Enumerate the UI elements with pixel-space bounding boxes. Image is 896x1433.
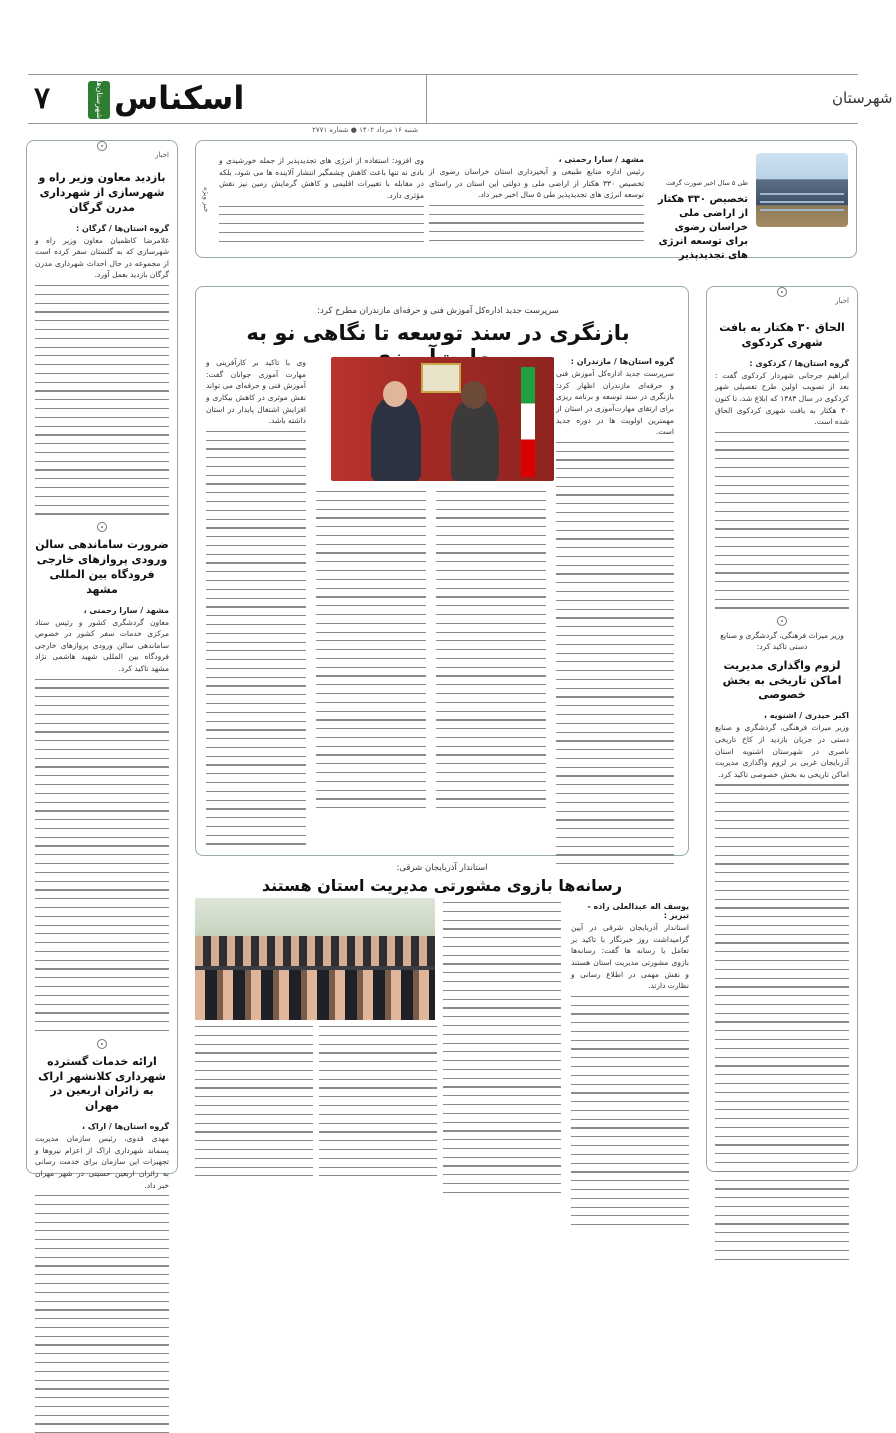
second-story-kicker: استاندار آذربایجان شرقی: <box>396 863 488 873</box>
newspaper-logo: اسکناس <box>114 79 245 117</box>
main-story-headline: بازنگری در سند توسعه تا نگاهی نو به <box>246 321 630 345</box>
portrait-frame <box>421 363 461 393</box>
text-lines <box>35 1195 169 1433</box>
right-story-2-kicker: وزیر میراث فرهنگی، گردشگری و صنایع دستی تاکید کرد: <box>720 631 844 652</box>
left-story-2-author: مشهد / سارا رحمتی ، <box>83 605 169 615</box>
section-title: شهرستان <box>832 89 893 107</box>
bullet-icon <box>777 287 787 297</box>
right-story-1-author: گروه استان‌ها / کردکوی : <box>749 358 849 368</box>
man-head <box>383 381 407 407</box>
solar-panels-photo <box>756 153 848 227</box>
left-story-2-headline: ضرورت ساماندهی سالن ورودی پروازهای خارجی فرودگاه بین المللی مشهد <box>35 538 169 596</box>
second-story-text: استاندار آذربایجان شرقی در آیین گرامیداشت روز خبرنگار با تاکید بر تعامل با رسانه ها گفت: رسانه‌ها بازوی مشورتی مدیریت استان هستند و نقش مهمی در اطلاع رسانی و نظارت دارند. <box>571 923 689 991</box>
main-story-text-b: وی با تاکید بر کارآفرینی و مهارت آموزی جوانان گفت: آموزش فنی و حرفه‌ای می تواند نقش موثری در کاهش بیکاری و افزایش اشتغال پایدار در استان داشته باشد. <box>206 358 306 426</box>
right-column-box <box>706 286 858 1172</box>
left-story-1-headline: بازدید معاون وزیر راه و شهرسازی از شهرداری مدرن گرگان <box>38 171 166 214</box>
text-lines <box>319 1026 437 1176</box>
masthead <box>28 74 893 124</box>
second-col-2 <box>443 902 561 1201</box>
text-lines <box>556 442 674 865</box>
left-story-1-text: غلامرضا کاظمیان معاون وزیر راه و شهرسازی که به گلستان سفر کرده است از مجموعه در حال احداث شهرداری مدرن گرگان بازدید بعمل آورد. <box>35 235 169 280</box>
top-story-author: مشهد / سارا رحمتی ، <box>558 155 644 164</box>
second-story-headline: رسانه‌ها بازوی مشورتی مدیریت استان هستند <box>261 876 623 895</box>
ceremony-photo <box>331 357 554 481</box>
top-story-col-2 <box>219 155 424 249</box>
left-story-3-headline: ارائه خدمات گسترده شهرداری کلانشهر اراک به زائران اربعین در مهران <box>38 1054 166 1113</box>
top-story-text-b: وی افزود: استفاده از انرژی های تجدیدپذیر از جمله خورشیدی و بادی نه تنها باعث کاهش چشمگیر انتشار آلاینده ها می شود، بلکه در مقابله با تغییرات اقلیمی و کاهش گرمایش زمین نیز نقش مؤثری دارد. <box>219 156 424 200</box>
top-story-col-1 <box>429 155 644 249</box>
text-lines <box>195 1026 313 1176</box>
section-bar <box>426 75 893 123</box>
crowd-row-front <box>195 970 435 1020</box>
crowd-row-back <box>195 936 435 966</box>
woman-figure <box>451 399 499 481</box>
text-lines <box>429 205 644 241</box>
left-column-box <box>26 140 178 1190</box>
second-story-author: یوسف اله عبدالعلی زاده - تبریز : <box>587 902 689 920</box>
bullet-icon <box>97 141 107 151</box>
left-tag: اخبار <box>155 151 169 159</box>
second-col-4 <box>319 1026 437 1184</box>
second-col-1 <box>571 902 689 1233</box>
right-tag: اخبار <box>835 297 849 305</box>
main-story-author: گروه استان‌ها / مازندران : <box>570 357 674 366</box>
main-story-text: سرپرست جدید اداره‌کل آموزش فنی و حرفه‌ای مازندران اظهار کرد: بازنگری در سند توسعه و برنامه ریزی برای ارتقای مهارت‌آموزی در استان از مهمترین اولویت ها در دوره جدید است. <box>556 369 674 437</box>
text-lines <box>206 431 306 845</box>
right-story-1-headline: الحاق ۳۰ هکتار به بافت شهری کردکوی <box>719 321 845 349</box>
top-story-box <box>195 140 857 261</box>
left-story-3-text: مهدی قدوی، رئیس سازمان مدیریت پسماند شهرداری اراک از اعزام نیروها و تجهیزات این سازمان برای خدمت رسانی به زائران اربعین حسینی در شهر مهران خبر داد. <box>35 1134 169 1190</box>
text-lines <box>571 996 689 1226</box>
left-story-3-author: گروه استان‌ها / اراک ، <box>82 1122 169 1132</box>
text-lines <box>219 206 424 242</box>
text-lines <box>35 679 169 1031</box>
page-number: ۷ <box>34 81 51 116</box>
separator-icon <box>97 1039 107 1049</box>
main-story-box <box>195 286 689 856</box>
separator-icon <box>777 616 787 626</box>
group-photo <box>195 898 435 1020</box>
dateline: شنبه ۱۶ مرداد ۱۴۰۲ ● شماره ۲۷۷۱ <box>312 126 418 134</box>
right-story-2-author: اکبر حیدری / اشنویه ، <box>763 711 849 721</box>
text-lines <box>715 784 849 1259</box>
text-lines <box>436 491 546 808</box>
right-story-2-text: وزیر میراث فرهنگی، گردشگری و صنایع دستی در جریان بازدید از کاخ تاریخی ناصری در شهرستان اشنویه استان آذربایجان غربی بر لزوم واگذاری مدیریت اماکن تاریخی به بخش خصوصی تاکید کرد. <box>715 723 849 779</box>
left-story-2-text: معاون گردشگری کشور و رئیس ستاد مرکزی خدمات سفر کشور در خصوص ساماندهی سالن ورودی پروازهای خارجی فرودگاه بین المللی شهید هاشمی نژاد مشهد تاکید کرد. <box>35 617 169 673</box>
flag <box>521 367 535 477</box>
right-story-2-headline: لزوم واگذاری مدیریت اماکن تاریخی به بخش خصوصی <box>722 658 842 702</box>
main-story-kicker: سرپرست جدید اداره‌کل آموزش فنی و حرفه‌ای مازندران مطرح کرد: <box>317 306 559 316</box>
top-story-headline: تخصیص ۳۳۰ هکتار از اراضی ملی خراسان رضوی برای توسعه انرژی های تجدیدپذیر <box>657 194 748 261</box>
logo-badge: شهرستان‌ها <box>88 81 110 119</box>
man-figure <box>371 397 421 481</box>
top-story-text-a: رئیس اداره منابع طبیعی و آبخیزداری استان خراسان رضوی از تخصیص ۳۳۰ هکتار از اراضی ملی و دولتی این استان در راستای توسعه انرژی های تجدیدپذیر طی ۵ سال اخیر خبر داد. <box>429 167 644 200</box>
text-lines <box>316 491 426 808</box>
text-lines <box>35 285 169 515</box>
side-tag: خبر ویژه <box>202 187 210 213</box>
separator-icon <box>97 522 107 532</box>
main-col-1 <box>556 357 674 872</box>
second-col-3 <box>195 1026 313 1184</box>
text-lines <box>715 432 849 609</box>
main-col-3 <box>316 491 426 816</box>
left-story-1-author: گروه استان‌ها / گرگان : <box>76 223 169 233</box>
top-story-caption: طی ۵ سال اخیر صورت گرفت <box>665 179 748 187</box>
main-col-4 <box>206 357 306 852</box>
right-story-1-text: ابراهیم جرجانی شهردار کردکوی گفت : بعد از تصویب اولین طرح تفصیلی شهر کردکوی در سال ۱۳۸۳ که ابلاغ شد، تا کنون ۳۰ هکتار به بافت شهری کردکوی الحاق شده است. <box>715 370 849 427</box>
woman-head <box>461 381 487 409</box>
second-story <box>195 856 689 1172</box>
text-lines <box>443 902 561 1193</box>
main-col-2 <box>436 491 546 816</box>
